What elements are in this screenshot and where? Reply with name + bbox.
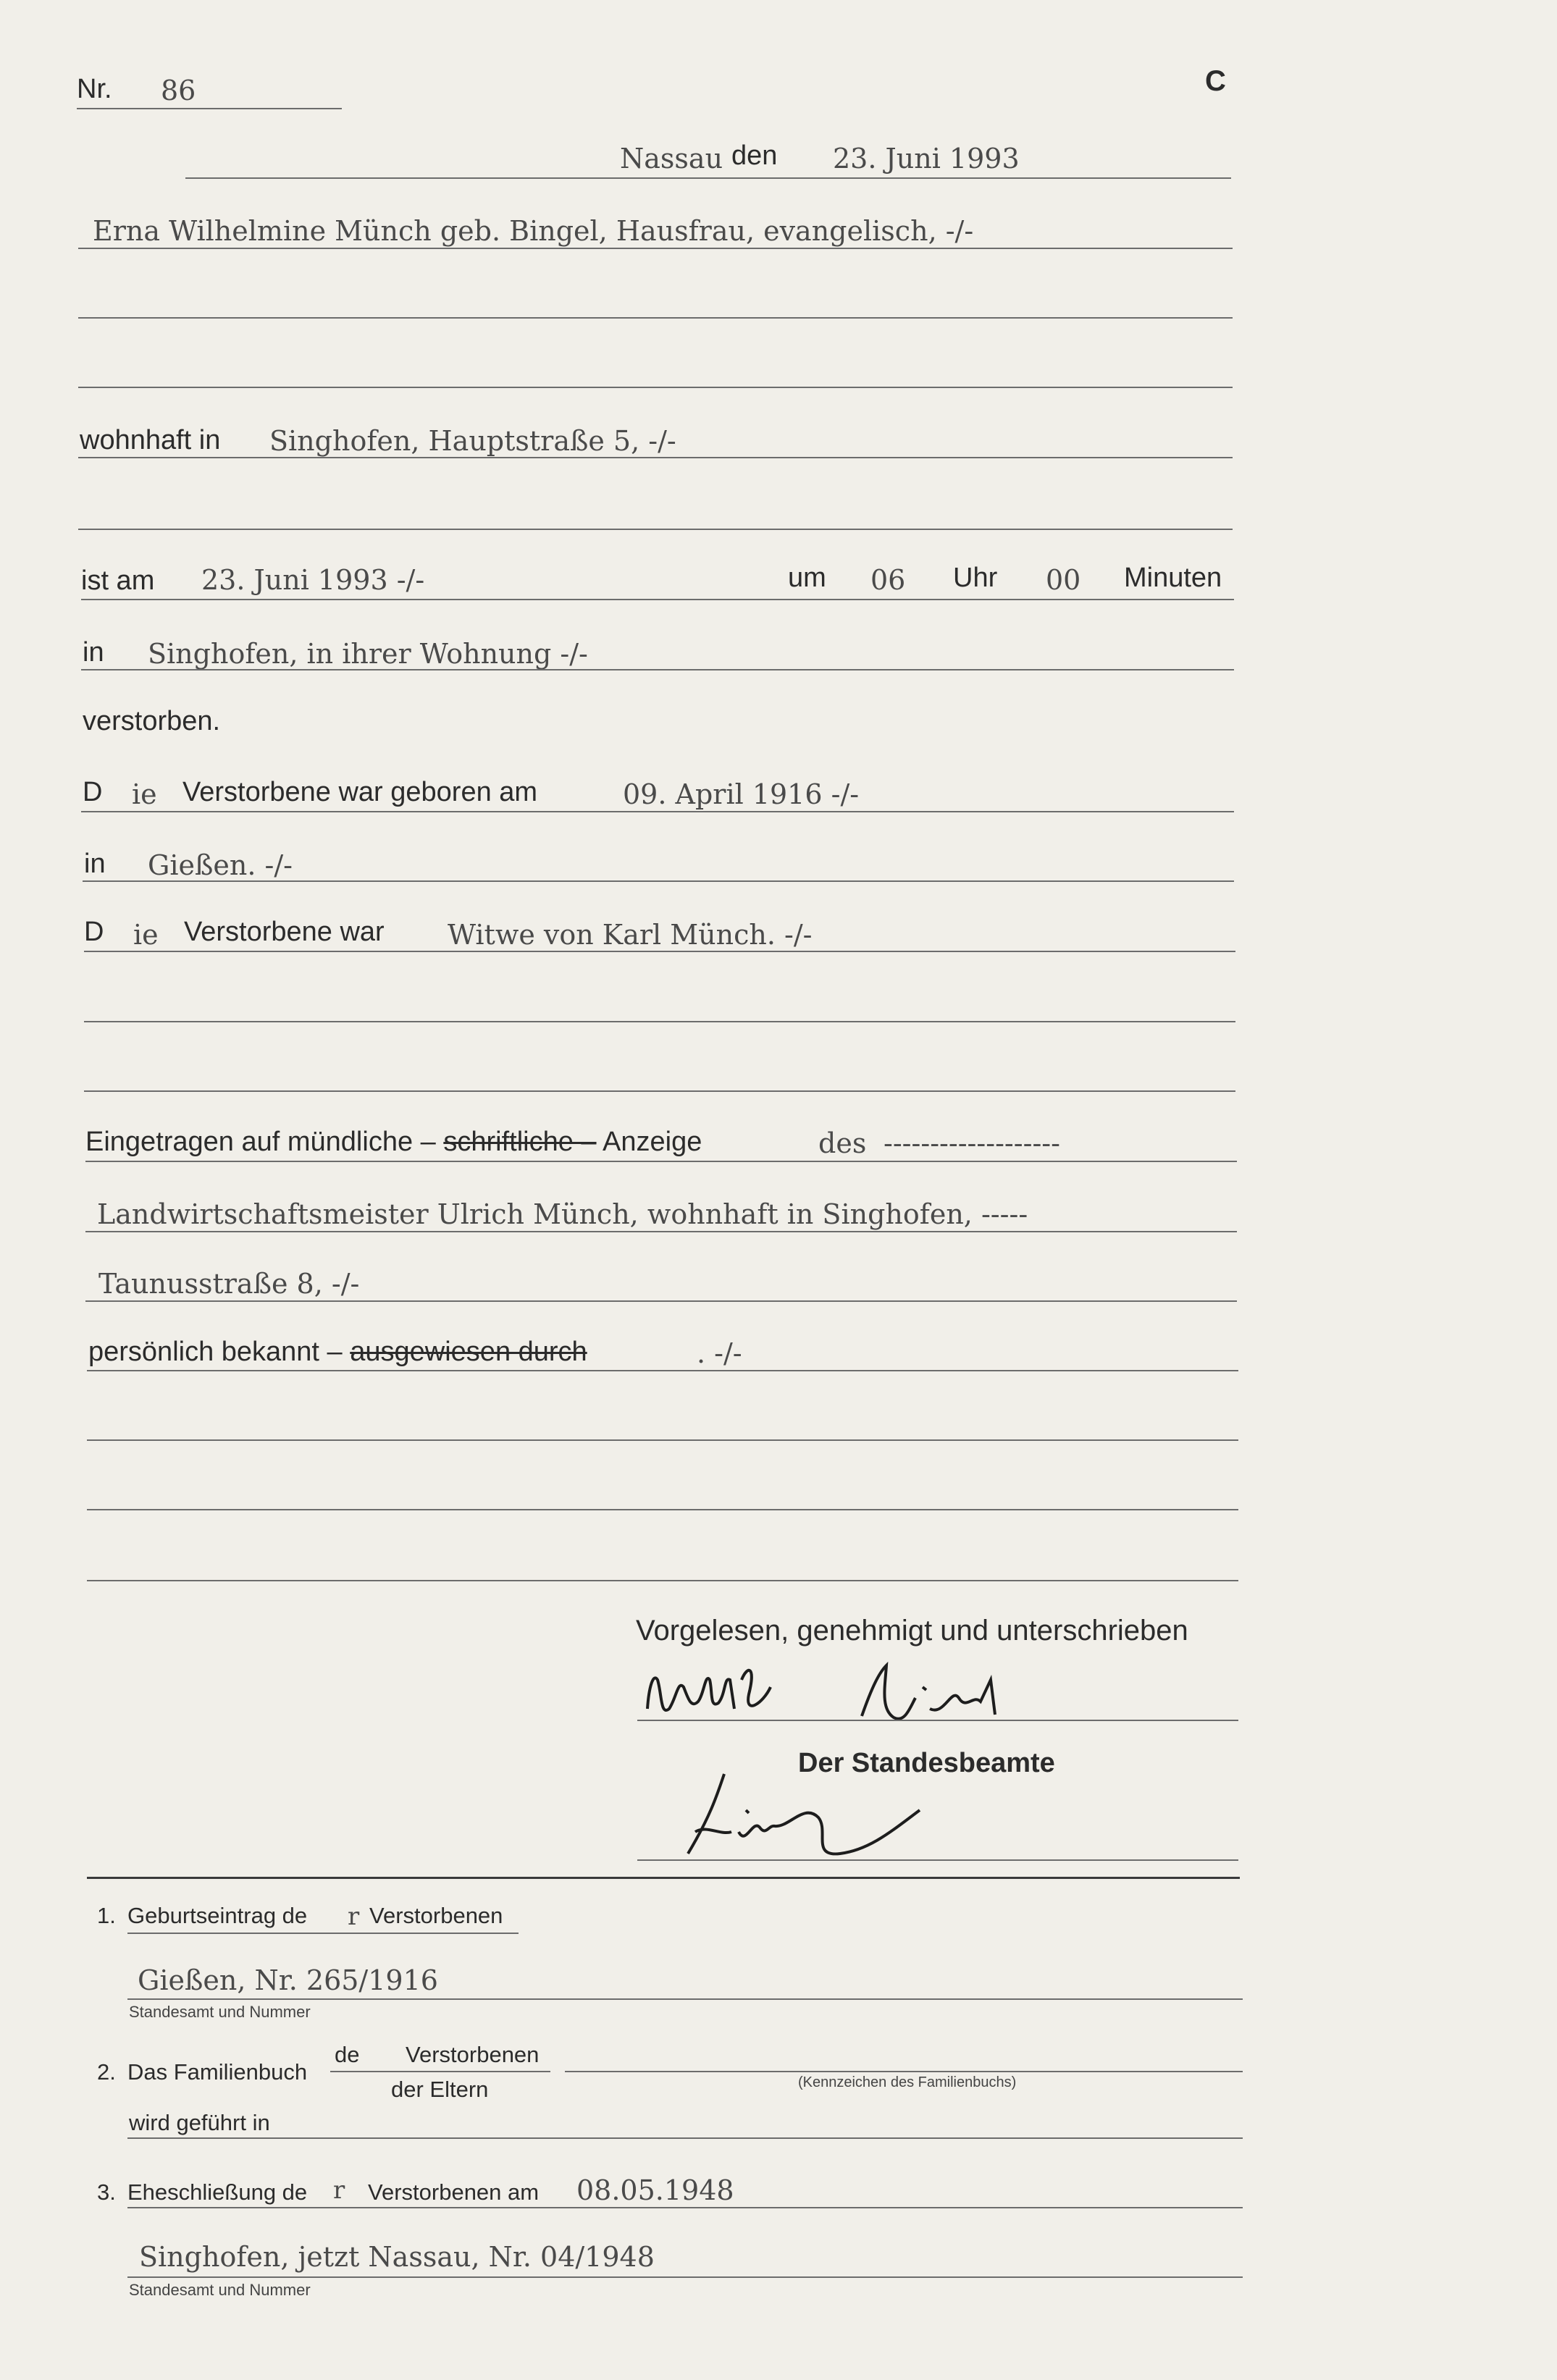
- fn2-fraction-line: [330, 2071, 550, 2072]
- fn2-familienbuch-line: [565, 2071, 1243, 2072]
- fn1-value-line: [127, 1998, 1243, 2000]
- status-line-3: [84, 1090, 1235, 1092]
- status-ie-typed: ie: [133, 919, 159, 951]
- fn3-caption: Standesamt und Nummer: [129, 2281, 311, 2299]
- fn1-number: 1.: [97, 1903, 116, 1928]
- death-in-label: in: [83, 637, 104, 668]
- fn3-label-a: Eheschließung de: [127, 2179, 308, 2205]
- name-line-2: [78, 317, 1233, 319]
- status-label: Verstorbene war: [184, 917, 385, 947]
- footnote-separator: [87, 1877, 1240, 1879]
- entry-line-5: [87, 1509, 1238, 1510]
- fn1-label-b: Verstorbenen: [369, 1903, 503, 1928]
- death-hour: 06: [870, 564, 906, 596]
- entry-label: [85, 1128, 702, 1156]
- fn1-label-underline: [127, 1933, 519, 1934]
- entry-label-b: Anzeige: [603, 1127, 702, 1157]
- entry-dashes: -------------------: [884, 1127, 1060, 1159]
- entry-line-3: [87, 1370, 1238, 1371]
- fn2-label: Das Familienbuch: [127, 2059, 308, 2085]
- residence-value: Singhofen, Hauptstraße 5, -/-: [269, 425, 676, 457]
- fn2-de: de: [335, 2042, 360, 2067]
- um-label: um: [788, 563, 826, 593]
- known-typed: . -/-: [697, 1337, 742, 1369]
- ist-am-label: ist am: [81, 565, 155, 596]
- entry-line-6: [87, 1580, 1238, 1581]
- fn3-date-line: [127, 2207, 1243, 2208]
- nr-label: Nr.: [77, 74, 112, 104]
- informant-line-1: Landwirtschaftsmeister Ulrich Münch, wohnhaft in Singhofen, -----: [97, 1198, 1028, 1230]
- fn1-label-a: Geburtseintrag de: [127, 1903, 308, 1928]
- entry-line-4: [87, 1439, 1238, 1441]
- fn2-verstorbenen: Verstorbenen: [406, 2042, 540, 2067]
- nr-underline: [77, 108, 342, 109]
- known-label-struck: ausgewiesen durch: [350, 1337, 587, 1367]
- header-date: 23. Juni 1993: [833, 143, 1020, 174]
- birth-d-label: D: [83, 777, 103, 807]
- birth-label: Verstorbene war geboren am: [182, 777, 538, 807]
- entry-line-1: [85, 1231, 1237, 1232]
- registrar-signature-line: [637, 1859, 1238, 1861]
- deceased-name: Erna Wilhelmine Münch geb. Bingel, Hausfrau, evangelisch, -/-: [93, 215, 974, 247]
- fn3-label-b: Verstorbenen am: [368, 2179, 540, 2205]
- entry-line-0: [85, 1161, 1237, 1162]
- entry-label-struck: schriftliche –: [443, 1127, 597, 1157]
- status-line-1: [84, 951, 1235, 952]
- birth-date-line: [81, 811, 1234, 812]
- read-approved-label: Vorgelesen, genehmigt und unterschrieben: [636, 1615, 1188, 1647]
- fn3-value-line: [127, 2276, 1243, 2278]
- birth-ie-typed: ie: [132, 778, 157, 810]
- fn2-number: 2.: [97, 2059, 116, 2085]
- fn2-wird-line: [127, 2137, 1243, 2139]
- status-value: Witwe von Karl Münch. -/-: [448, 919, 813, 951]
- residence-line-2: [78, 529, 1233, 530]
- header-date-line: [185, 177, 1231, 179]
- registrar-label: Der Standesbeamte: [798, 1748, 1055, 1778]
- death-date: 23. Juni 1993 -/-: [201, 564, 425, 596]
- death-place: Singhofen, in ihrer Wohnung -/-: [148, 638, 588, 670]
- fn1-value: Gießen, Nr. 265/1916: [138, 1964, 438, 1996]
- informant-line-2: Taunusstraße 8, -/-: [98, 1268, 360, 1300]
- birth-place-line: [83, 880, 1234, 882]
- header-place: Nassau: [620, 143, 723, 174]
- entry-line-2: [85, 1300, 1237, 1302]
- birth-in-label: in: [84, 849, 106, 879]
- death-minutes: 00: [1046, 564, 1081, 596]
- death-place-line: [81, 669, 1234, 670]
- minuten-label: Minuten: [1124, 563, 1222, 593]
- name-line-1: [78, 248, 1233, 249]
- entry-label-a: Eingetragen auf mündliche –: [85, 1127, 436, 1157]
- birth-date: 09. April 1916 -/-: [623, 778, 860, 810]
- header-den-label: den: [731, 140, 778, 171]
- status-line-2: [84, 1021, 1235, 1022]
- fn2-caption: (Kennzeichen des Familienbuchs): [798, 2074, 1017, 2090]
- corner-letter: C: [1205, 65, 1226, 97]
- registrar-signature: [681, 1767, 970, 1868]
- name-line-3: [78, 387, 1233, 388]
- nr-value: 86: [161, 75, 196, 106]
- residence-label: wohnhaft in: [80, 425, 221, 455]
- status-d-label: D: [84, 917, 104, 947]
- fn2-wird-label: wird geführt in: [129, 2110, 270, 2135]
- fn3-date: 08.05.1948: [576, 2174, 734, 2206]
- verstorben-label: verstorben.: [83, 706, 221, 736]
- fn2-der-eltern: der Eltern: [391, 2077, 489, 2102]
- entry-des-typed: des: [818, 1127, 867, 1159]
- fn3-value: Singhofen, jetzt Nassau, Nr. 04/1948: [139, 2241, 655, 2273]
- uhr-label: Uhr: [953, 563, 998, 593]
- fn3-number: 3.: [97, 2179, 116, 2205]
- known-label-a: persönlich bekannt –: [88, 1337, 343, 1367]
- birth-place: Gießen. -/-: [148, 849, 293, 881]
- bleed-through-text: [970, 71, 985, 100]
- fn3-typed: r: [333, 2176, 345, 2205]
- informant-signature-line: [637, 1720, 1238, 1721]
- residence-line-1: [78, 457, 1233, 458]
- fn1-typed: r: [348, 1902, 360, 1931]
- fn1-caption: Standesamt und Nummer: [129, 2003, 311, 2021]
- death-date-line: [81, 599, 1234, 600]
- known-label: [88, 1338, 587, 1366]
